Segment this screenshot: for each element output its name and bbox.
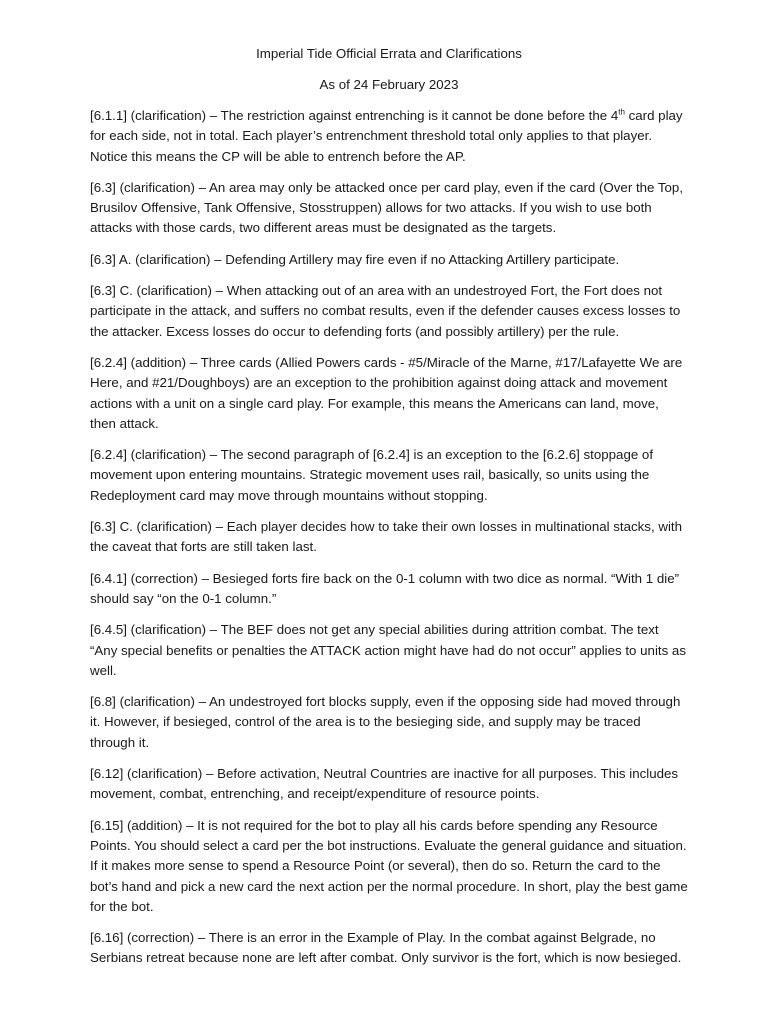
paragraph-6-12: [6.12] (clarification) – Before activation, Neutral Countries are inactive for all purposes. This includes movement, combat, entrenching, and receipt/expenditure of resource points.: [90, 766, 679, 802]
paragraph-6-2-4-clarification: [6.2.4] (clarification) – The second paragraph of [6.2.4] is an exception to the [6.2.6] stoppage of movement upon entering mountains. Strategic movement uses rail, basically, so units using the Redeployment card may move through mountains without stopping.: [90, 447, 654, 503]
paragraph-6-4-5: [6.4.5] (clarification) – The BEF does not get any special abilities during attrition combat. The text “Any special benefits or penalties the ATTACK action might have had do not occur” applies to units as well.: [90, 622, 686, 678]
paragraph-6-8: [6.8] (clarification) – An undestroyed fort blocks supply, even if the opposing side had moved through it. However, if besieged, control of the area is to the besieging side, and supply may be traced through it.: [90, 694, 681, 750]
ordinal-suffix: th: [618, 107, 625, 117]
document-date: As of 24 February 2023: [319, 77, 459, 92]
paragraph-6-15: [6.15] (addition) – It is not required for the bot to play all his cards before spending any Resource Points. You should select a card per the bot instructions. Evaluate the general guidance and situation. If it makes more sense to spend a Resource Point (or several), then do so. Return the card to the bot’s hand and pick a new card the next action per the normal procedure. In short, play the best game for the bot.: [90, 817, 688, 914]
paragraph-6-3-c-losses: [6.3] C. (clarification) – Each player decides how to take their own losses in multinational stacks, with the caveat that forts are still taken last.: [90, 519, 682, 555]
document-title: Imperial Tide Official Errata and Clarifications: [256, 46, 522, 61]
paragraph-6-2-4-addition: [6.2.4] (addition) – Three cards (Allied Powers cards - #5/Miracle of the Marne, #17/Lafayette We are Here, and #21/Doughboys) are an exception to the prohibition against doing attack and movement actions with a unit on a single card play. For example, this means the Americans can land, move, then attack.: [90, 354, 683, 431]
paragraph-6-3-a: [6.3] A. (clarification) – Defending Artillery may fire even if no Attacking Artillery participate.: [90, 251, 620, 267]
paragraph-6-16: [6.16] (correction) – There is an error in the Example of Play. In the combat against Belgrade, no Serbians retreat because none are left after combat. Only survivor is the fort, which is now besieged.: [90, 930, 682, 966]
paragraph-6-1-1: [90, 106, 688, 167]
paragraph-6-3-c-fort: [6.3] C. (clarification) – When attacking out of an area with an undestroyed Fort, the Fort does not participate in the attack, and suffers no combat results, even if the defender causes excess losses to the attacker. Excess losses do occur to defending forts (and possibly artillery) per the rule.: [90, 283, 681, 339]
paragraph-6-3-attack-once: [6.3] (clarification) – An area may only be attacked once per card play, even if the card (Over the Top, Brusilov Offensive, Tank Offensive, Stosstruppen) allows for two attacks. If you wish to use both attacks with those cards, two different areas must be designated as the targets.: [90, 179, 684, 236]
paragraph-text-post: card play for each side, not in total. Each player’s entrenchment threshold total only applies to that player. Notice this means the CP will be able to entrench before the AP.: [90, 108, 683, 164]
paragraph-text-pre: [6.1.1] (clarification) – The restriction against entrenching is it cannot be done before the 4: [90, 108, 619, 123]
document-page: [90, 44, 688, 980]
paragraph-6-4-1: [6.4.1] (correction) – Besieged forts fire back on the 0-1 column with two dice as normal. “With 1 die” should say “on the 0-1 column.”: [90, 570, 680, 606]
